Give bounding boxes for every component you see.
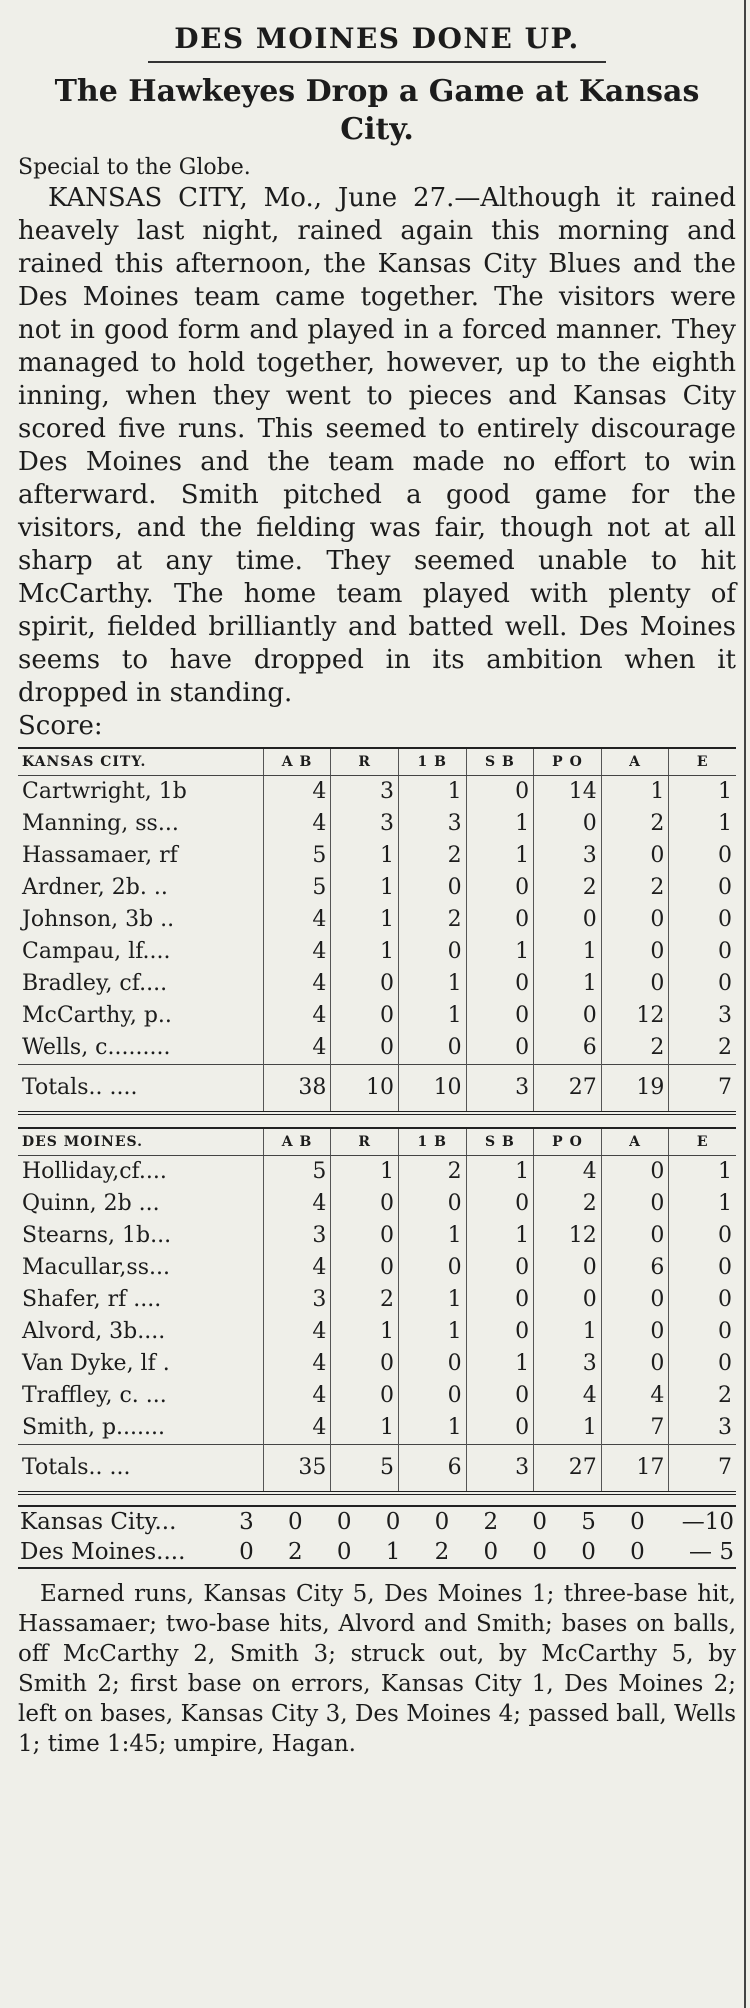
stat-cell: 0 — [466, 776, 534, 809]
stat-cell: 1 — [331, 1412, 399, 1445]
stat-cell: 0 — [466, 1316, 534, 1348]
player-row — [18, 1284, 736, 1316]
column-header: 1 B — [398, 1128, 466, 1156]
total-cell: 17 — [601, 1445, 669, 1494]
stat-cell: 3 — [669, 1000, 736, 1032]
total-cell: 27 — [534, 1445, 602, 1494]
column-header: P O — [534, 748, 602, 776]
player-name: Bradley, cf.... — [22, 971, 168, 996]
player-row — [18, 936, 736, 968]
total-cell: 10 — [331, 1065, 399, 1114]
column-header: S B — [466, 748, 534, 776]
score-label: Score: — [18, 711, 103, 741]
stat-cell: 0 — [466, 968, 534, 1000]
stat-cell: 4 — [534, 1156, 602, 1189]
total-cell: 35 — [263, 1445, 331, 1494]
inning-runs: 0 — [336, 1509, 352, 1535]
column-header: 1 B — [398, 748, 466, 776]
kansas-city-team-label: KANSAS CITY. — [18, 748, 263, 776]
stat-cell: 0 — [466, 872, 534, 904]
player-name: Smith, p....... — [22, 1415, 165, 1440]
stat-cell: 1 — [331, 936, 399, 968]
stat-cell: 0 — [601, 840, 669, 872]
line-score-team: Kansas City... — [20, 1509, 177, 1535]
kansas-city-header-row — [18, 748, 736, 776]
game-summary: Earned runs, Kansas City 5, Des Moines 1; three-base hit, Hassamaer; two-base hits, Alvord and Smith; bases on balls, off McCarthy 2, Smith 3; struck out, by McCarthy 5, by Smith 2; first base on errors, Kansas City 1, Des Moines 2; left on bases, Kansas City 3, Des Moines 4; passed ball, Wells 1; time 1:45; umpire, Hagan. — [18, 1581, 736, 1757]
stat-cell: 1 — [669, 776, 736, 809]
stat-cell: 1 — [466, 1348, 534, 1380]
inning-runs: 0 — [483, 1539, 499, 1565]
stat-cell: 3 — [331, 808, 399, 840]
stat-cell: 0 — [601, 1156, 669, 1189]
stat-cell: 0 — [466, 1252, 534, 1284]
des-moines-box-score — [18, 1127, 736, 1495]
stat-cell: 5 — [263, 872, 331, 904]
stat-cell: 1 — [669, 1156, 736, 1189]
total-cell: 3 — [466, 1445, 534, 1494]
stat-cell: 0 — [601, 1316, 669, 1348]
subheadline: The Hawkeyes Drop a Game at Kansas City. — [54, 74, 700, 147]
player-name: Holliday,cf.... — [22, 1159, 167, 1184]
stat-cell: 0 — [669, 968, 736, 1000]
stat-cell: 1 — [331, 904, 399, 936]
total-cell: 27 — [534, 1065, 602, 1114]
headline-divider — [148, 61, 606, 63]
stat-cell: 0 — [398, 1380, 466, 1412]
player-name: Van Dyke, lf . — [22, 1351, 170, 1376]
stat-cell: 0 — [669, 872, 736, 904]
stat-cell: 4 — [534, 1380, 602, 1412]
stat-cell: 1 — [398, 1316, 466, 1348]
stat-cell: 0 — [669, 1316, 736, 1348]
stat-cell: 2 — [398, 904, 466, 936]
player-row — [18, 1188, 736, 1220]
stat-cell: 1 — [466, 808, 534, 840]
stat-cell: 0 — [534, 904, 602, 936]
line-score-team: Des Moines.... — [20, 1539, 186, 1565]
stat-cell: 3 — [534, 840, 602, 872]
stat-cell: 0 — [601, 1220, 669, 1252]
player-name: Macullar,ss... — [22, 1255, 170, 1280]
stat-cell: 1 — [398, 968, 466, 1000]
inning-runs: 2 — [483, 1509, 499, 1535]
total-cell: 38 — [263, 1065, 331, 1114]
stat-cell: 2 — [398, 1156, 466, 1189]
total-cell: 7 — [669, 1445, 736, 1494]
player-row — [18, 1032, 736, 1065]
stat-cell: 0 — [601, 1188, 669, 1220]
inning-runs: 0 — [336, 1539, 352, 1565]
stat-cell: 4 — [263, 1252, 331, 1284]
stat-cell: 0 — [398, 1252, 466, 1284]
player-name: McCarthy, p.. — [22, 1003, 172, 1028]
stat-cell: 2 — [398, 840, 466, 872]
stat-cell: 5 — [263, 840, 331, 872]
stat-cell: 0 — [331, 1348, 399, 1380]
column-header: E — [669, 748, 736, 776]
stat-cell: 3 — [669, 1412, 736, 1445]
player-name: Hassamaer, rf — [22, 843, 178, 868]
column-header: E — [669, 1128, 736, 1156]
stat-cell: 1 — [669, 1188, 736, 1220]
stat-cell: 4 — [263, 968, 331, 1000]
kansas-city-totals-row — [18, 1065, 736, 1114]
stat-cell: 4 — [263, 1000, 331, 1032]
inning-runs: 0 — [630, 1539, 645, 1565]
stat-cell: 2 — [669, 1380, 736, 1412]
inning-runs: 3 — [239, 1509, 254, 1535]
stat-cell: 0 — [466, 1284, 534, 1316]
player-row — [18, 808, 736, 840]
stat-cell: 0 — [398, 1348, 466, 1380]
stat-cell: 1 — [534, 1412, 602, 1445]
stat-cell: 0 — [669, 1220, 736, 1252]
player-row — [18, 776, 736, 809]
stat-cell: 5 — [263, 1156, 331, 1189]
stat-cell: 3 — [263, 1284, 331, 1316]
player-name: Alvord, 3b.... — [22, 1319, 166, 1344]
inning-runs: 1 — [385, 1539, 401, 1565]
totals-label: Totals.. ... — [18, 1445, 263, 1494]
stat-cell: 0 — [466, 1380, 534, 1412]
stat-cell: 3 — [398, 808, 466, 840]
stat-cell: 0 — [601, 936, 669, 968]
stat-cell: 0 — [331, 1188, 399, 1220]
column-header: R — [331, 748, 399, 776]
player-row — [18, 1000, 736, 1032]
player-row — [18, 1220, 736, 1252]
stat-cell: 1 — [331, 1156, 399, 1189]
stat-cell: 3 — [263, 1220, 331, 1252]
stat-cell: 0 — [398, 1188, 466, 1220]
player-row — [18, 1156, 736, 1189]
stat-cell: 0 — [669, 840, 736, 872]
stat-cell: 1 — [534, 968, 602, 1000]
stat-cell: 1 — [331, 1316, 399, 1348]
stat-cell: 0 — [669, 1348, 736, 1380]
des-moines-totals-row — [18, 1445, 736, 1494]
stat-cell: 3 — [534, 1348, 602, 1380]
player-name: Shafer, rf .... — [22, 1287, 162, 1312]
stat-cell: 0 — [601, 968, 669, 1000]
stat-cell: 12 — [534, 1220, 602, 1252]
stat-cell: 1 — [466, 1156, 534, 1189]
inning-runs: 0 — [532, 1539, 547, 1565]
player-name: Ardner, 2b. .. — [22, 875, 168, 900]
stat-cell: 2 — [534, 1188, 602, 1220]
inning-runs: 0 — [630, 1509, 645, 1535]
line-score-row — [18, 1506, 736, 1537]
stat-cell: 0 — [331, 1380, 399, 1412]
des-moines-header-row — [18, 1128, 736, 1156]
stat-cell: 0 — [466, 904, 534, 936]
stat-cell: 0 — [534, 1284, 602, 1316]
line-score — [18, 1505, 736, 1569]
stat-cell: 0 — [398, 872, 466, 904]
player-row — [18, 1348, 736, 1380]
stat-cell: 0 — [534, 808, 602, 840]
column-header: A B — [263, 748, 331, 776]
stat-cell: 0 — [466, 1032, 534, 1065]
stat-cell: 6 — [534, 1032, 602, 1065]
player-name: Cartwright, 1b — [22, 779, 187, 804]
stat-cell: 0 — [466, 1000, 534, 1032]
stat-cell: 4 — [263, 904, 331, 936]
player-row — [18, 872, 736, 904]
kansas-city-box-score — [18, 747, 736, 1115]
stat-cell: 1 — [398, 1284, 466, 1316]
stat-cell: 7 — [601, 1412, 669, 1445]
player-name: Wells, c......... — [22, 1035, 171, 1060]
inning-runs: 0 — [434, 1509, 450, 1535]
column-rule — [744, 0, 746, 2008]
player-row — [18, 904, 736, 936]
stat-cell: 1 — [398, 1220, 466, 1252]
column-header: P O — [534, 1128, 602, 1156]
stat-cell: 1 — [534, 936, 602, 968]
player-name: Manning, ss... — [22, 811, 179, 836]
stat-cell: 0 — [601, 1348, 669, 1380]
stat-cell: 4 — [263, 936, 331, 968]
player-row — [18, 1316, 736, 1348]
inning-runs: 0 — [385, 1509, 401, 1535]
stat-cell: 1 — [466, 840, 534, 872]
inning-runs: 0 — [581, 1539, 596, 1565]
player-name: Quinn, 2b ... — [22, 1191, 160, 1216]
column-header: A — [601, 748, 669, 776]
stat-cell: 4 — [263, 1380, 331, 1412]
stat-cell: 0 — [466, 1412, 534, 1445]
stat-cell: 0 — [331, 968, 399, 1000]
player-name: Johnson, 3b .. — [22, 907, 175, 932]
total-cell: 5 — [331, 1445, 399, 1494]
stat-cell: 0 — [398, 936, 466, 968]
column-header: A — [601, 1128, 669, 1156]
stat-cell: 4 — [263, 1316, 331, 1348]
inning-runs: 2 — [434, 1539, 450, 1565]
stat-cell: 1 — [331, 872, 399, 904]
column-header: S B — [466, 1128, 534, 1156]
stat-cell: 1 — [331, 840, 399, 872]
stat-cell: 2 — [669, 1032, 736, 1065]
total-cell: 19 — [601, 1065, 669, 1114]
stat-cell: 0 — [534, 1000, 602, 1032]
column-header: A B — [263, 1128, 331, 1156]
stat-cell: 1 — [398, 1000, 466, 1032]
stat-cell: 1 — [601, 776, 669, 809]
player-row — [18, 1380, 736, 1412]
stat-cell: 0 — [669, 936, 736, 968]
stat-cell: 4 — [263, 1188, 331, 1220]
stat-cell: 4 — [263, 1348, 331, 1380]
stat-cell: 1 — [534, 1316, 602, 1348]
totals-label: Totals.. .... — [18, 1065, 263, 1114]
stat-cell: 0 — [601, 904, 669, 936]
stat-cell: 3 — [331, 776, 399, 809]
column-header: R — [331, 1128, 399, 1156]
stat-cell: 1 — [669, 808, 736, 840]
inning-runs: 2 — [287, 1539, 303, 1565]
stat-cell: 2 — [331, 1284, 399, 1316]
stat-cell: 14 — [534, 776, 602, 809]
stat-cell: 1 — [398, 1412, 466, 1445]
headline: DES MOINES DONE UP. — [174, 22, 580, 55]
stat-cell: 0 — [331, 1032, 399, 1065]
player-name: Traffley, c. ... — [22, 1383, 167, 1408]
stat-cell: 4 — [263, 776, 331, 809]
stat-cell: 6 — [601, 1252, 669, 1284]
byline: Special to the Globe. — [18, 155, 251, 180]
total-cell: 7 — [669, 1065, 736, 1114]
player-row — [18, 1252, 736, 1284]
stat-cell: 0 — [669, 1284, 736, 1316]
inning-runs: 0 — [532, 1509, 547, 1535]
total-cell: 3 — [466, 1065, 534, 1114]
stat-cell: 12 — [601, 1000, 669, 1032]
stat-cell: 4 — [263, 808, 331, 840]
player-name: Campau, lf.... — [22, 939, 171, 964]
des-moines-team-label: DES MOINES. — [18, 1128, 263, 1156]
stat-cell: 1 — [466, 1220, 534, 1252]
stat-cell: 4 — [263, 1032, 331, 1065]
stat-cell: 2 — [601, 1032, 669, 1065]
stat-cell: 0 — [466, 1188, 534, 1220]
stat-cell: 0 — [398, 1032, 466, 1065]
player-row — [18, 968, 736, 1000]
stat-cell: 2 — [601, 872, 669, 904]
player-row — [18, 840, 736, 872]
stat-cell: 0 — [331, 1252, 399, 1284]
stat-cell: 2 — [534, 872, 602, 904]
stat-cell: 1 — [398, 776, 466, 809]
total-cell: 6 — [398, 1445, 466, 1494]
player-row — [18, 1412, 736, 1445]
stat-cell: 4 — [601, 1380, 669, 1412]
stat-cell: 4 — [263, 1412, 331, 1445]
line-score-row — [18, 1537, 736, 1568]
stat-cell: 2 — [601, 808, 669, 840]
line-score-total: — 5 — [689, 1539, 734, 1565]
stat-cell: 0 — [331, 1220, 399, 1252]
stat-cell: 0 — [669, 904, 736, 936]
inning-runs: 0 — [287, 1509, 303, 1535]
inning-runs: 5 — [581, 1509, 596, 1535]
stat-cell: 0 — [669, 1252, 736, 1284]
stat-cell: 0 — [331, 1000, 399, 1032]
stat-cell: 1 — [466, 936, 534, 968]
line-score-total: —10 — [681, 1509, 734, 1535]
stat-cell: 0 — [534, 1252, 602, 1284]
total-cell: 10 — [398, 1065, 466, 1114]
inning-runs: 0 — [239, 1539, 254, 1565]
player-name: Stearns, 1b... — [22, 1223, 172, 1248]
stat-cell: 0 — [601, 1284, 669, 1316]
story-body: KANSAS CITY, Mo., June 27.—Although it rained heavely last night, rained again this morning and rained this afternoon, the Kansas City Blues and the Des Moines team came together. The visitors were not in good form and played in a forced manner. They managed to hold together, however, up to the eighth inning, when they went to pieces and Kansas City scored five runs. This seemed to entirely discourage Des Moines and the team made no effort to win afterward. Smith pitched a good game for the visitors, and the fielding was fair, though not at all sharp at any time. They seemed unable to hit McCarthy. The home team played with plenty of spirit, fielded brilliantly and batted well. Des Moines seems to have dropped in its ambition when it dropped in standing. — [18, 183, 736, 708]
